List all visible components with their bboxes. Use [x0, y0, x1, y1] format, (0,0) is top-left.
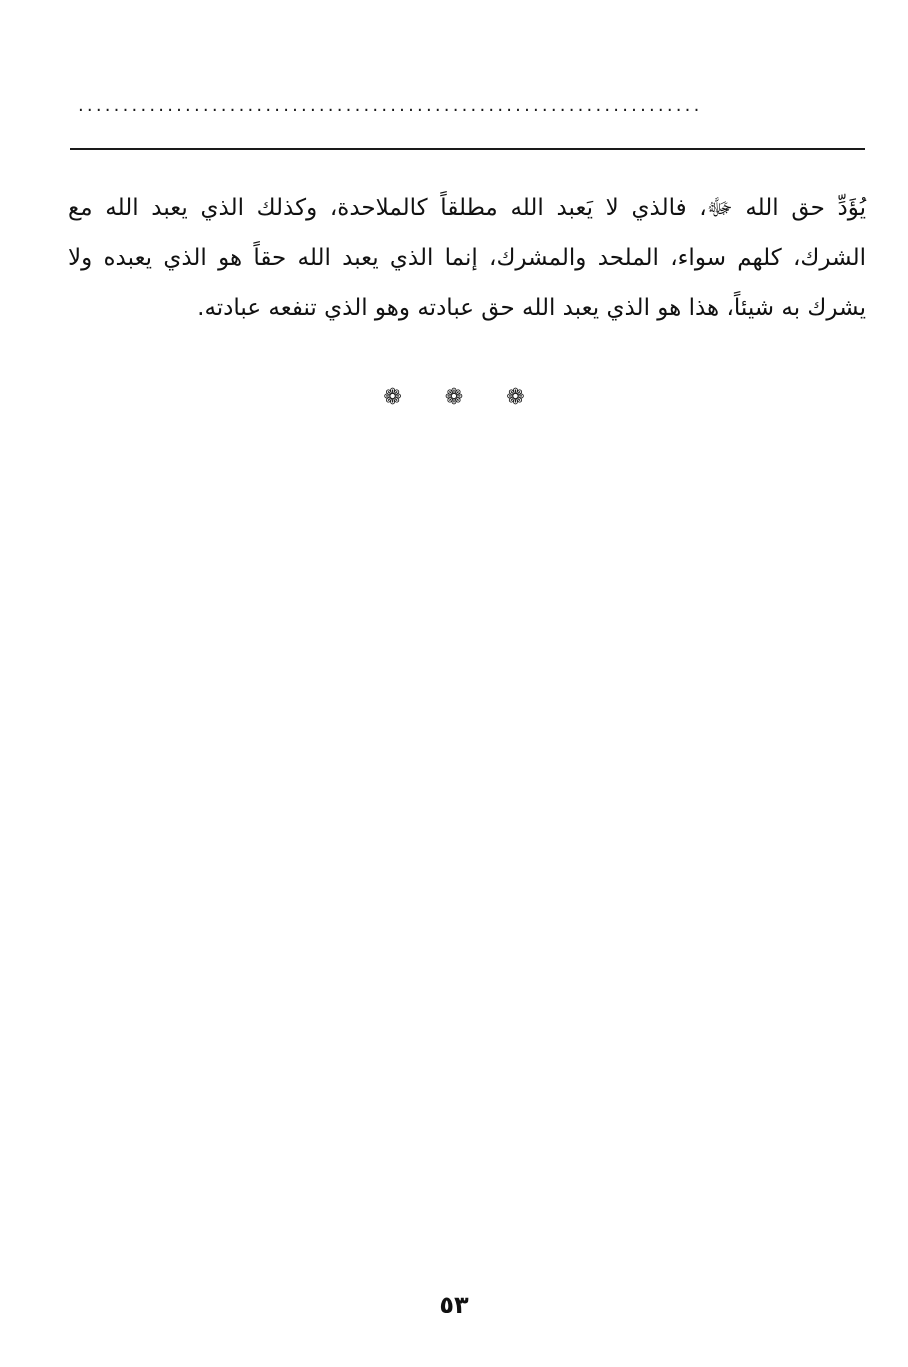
flower-ornament-icon: ❁: [506, 385, 525, 410]
body-paragraph: يُؤَدِّ حق الله ﷻ، فالذي لا يَعبد الله مطلقاً كالملاحدة، وكذلك الذي يعبد الله مع الشرك، كلهم سواء، الملحد والمشرك، إنما الذي يعبد الله حقاً هو الذي يعبده ولا يشرك به شيئاً، هذا هو الذي يعبد الله حق عبادته وهو الذي تنفعه عبادته.: [68, 195, 866, 321]
flower-ornament-icon: ❁: [444, 385, 464, 410]
page-number: ٥٣: [439, 1291, 469, 1319]
footnote-separator-rule: [70, 148, 865, 150]
dotted-leader: ......................................................................: [78, 96, 703, 116]
section-divider-ornaments: [0, 380, 908, 416]
flower-ornament-icon: ❁: [383, 385, 402, 410]
